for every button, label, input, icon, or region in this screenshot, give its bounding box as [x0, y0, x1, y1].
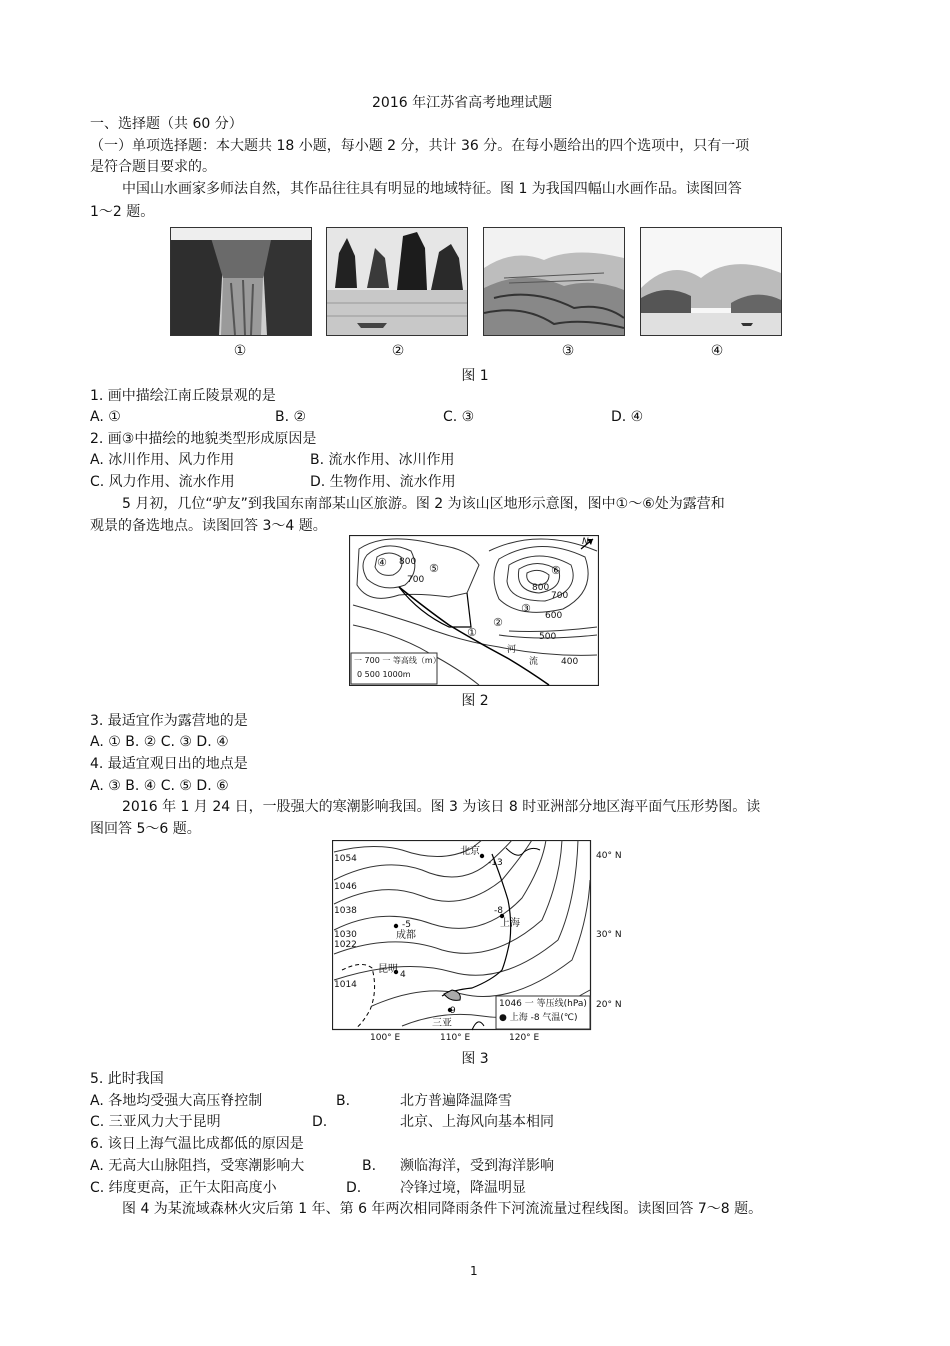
lon-110: 110° E [440, 1033, 471, 1043]
intro2-line2: 观景的备选地点。读图回答 3～4 题。 [90, 518, 327, 534]
painting-4 [640, 227, 782, 336]
q5-option-d-label[interactable]: D. [312, 1114, 328, 1130]
isobar-1038: 1038 [334, 906, 357, 916]
isobar-1046: 1046 [334, 882, 357, 892]
intro3-line1: 2016 年 1 月 24 日，一股强大的寒潮影响我国。图 3 为该日 8 时亚洲部分地区海平面气压形势图。读 [122, 799, 761, 815]
q6-option-d[interactable]: 冷锋过境，降温明显 [400, 1180, 526, 1196]
point-1: ① [467, 626, 477, 639]
city-chengdu: 成都 [396, 930, 416, 941]
isobar-1030: 1030 [334, 930, 357, 940]
temp-shanghai: -8 [494, 906, 503, 916]
intro4: 图 4 为某流域森林火灾后第 1 年、第 6 年两次相同降雨条件下河流流量过程线图。读图回答 7～8 题。 [122, 1201, 763, 1217]
river-label-1: 河 [507, 645, 517, 655]
contour-label-500: 500 [539, 632, 557, 642]
intro1-line2: 1～2 题。 [90, 204, 155, 220]
temp-kunming: 4 [400, 970, 406, 980]
question-2-stem: 2. 画③中描绘的地貌类型形成原因是 [90, 431, 317, 447]
q4-options[interactable]: A. ③ B. ④ C. ⑤ D. ⑥ [90, 778, 229, 794]
q2-option-b[interactable]: B. 流水作用、冰川作用 [310, 452, 455, 468]
q3-options[interactable]: A. ① B. ② C. ③ D. ④ [90, 734, 229, 750]
page-title: 2016 年江苏省高考地理试题 [372, 95, 553, 111]
q6-option-d-label[interactable]: D. [346, 1180, 362, 1196]
contour-label-600: 600 [545, 611, 563, 621]
temp-beijing: -13 [488, 858, 503, 868]
isobar-1022: 1022 [334, 940, 357, 950]
city-kunming: 昆明 [378, 964, 398, 975]
q5-option-b-label[interactable]: B. [336, 1093, 351, 1109]
contour-label-700-left: 700 [407, 575, 425, 585]
lat-20: 20° N [596, 1000, 622, 1010]
intro3-line2: 图回答 5～6 题。 [90, 821, 201, 837]
legend-scale: 0 500 1000m [357, 670, 411, 679]
figure-3-map [332, 840, 622, 1045]
legend-isobar: 1046 一 等压线(hPa) [499, 999, 587, 1009]
q2-option-c[interactable]: C. 风力作用、流水作用 [90, 474, 235, 490]
contour-label-800-right: 800 [532, 583, 550, 593]
q6-option-b[interactable]: 濒临海洋，受到海洋影响 [400, 1158, 554, 1174]
figure-3-caption: 图 3 [461, 1051, 489, 1067]
figure-2-caption: 图 2 [461, 693, 489, 709]
part1-line1: （一）单项选择题：本大题共 18 小题，每小题 2 分，共计 36 分。在每小题给出的四个选项中，只有一项 [90, 138, 750, 154]
q6-option-b-label[interactable]: B. [362, 1158, 377, 1174]
question-6-stem: 6. 该日上海气温比成都低的原因是 [90, 1136, 304, 1152]
part1-line2: 是符合题目要求的。 [90, 159, 216, 175]
q6-option-c[interactable]: C. 纬度更高，正午太阳高度小 [90, 1180, 277, 1196]
question-4-stem: 4. 最适宜观日出的地点是 [90, 756, 248, 772]
point-4: ④ [377, 556, 387, 569]
q6-option-a[interactable]: A. 无高大山脉阻挡，受寒潮影响大 [90, 1158, 305, 1174]
legend-temp: ● 上海 -8 气温(℃) [499, 1013, 578, 1023]
north-arrow-icon: N [582, 537, 589, 547]
q5-option-b[interactable]: 北方普遍降温降雪 [400, 1093, 512, 1109]
painting-2-label: ② [391, 343, 405, 359]
temp-chengdu: -5 [402, 920, 411, 930]
city-beijing: 北京 [460, 846, 480, 857]
q1-option-d[interactable]: D. ④ [611, 409, 644, 425]
lon-100: 100° E [370, 1033, 401, 1043]
figure-2-map [349, 535, 599, 686]
painting-3-label: ③ [561, 343, 575, 359]
point-2: ② [493, 616, 503, 629]
question-3-stem: 3. 最适宜作为露营地的是 [90, 713, 248, 729]
figure-1-caption: 图 1 [461, 368, 489, 384]
city-sanya: 三亚 [432, 1018, 452, 1029]
contour-label-700-right: 700 [551, 591, 569, 601]
contour-label-400: 400 [561, 657, 579, 667]
painting-3 [483, 227, 625, 336]
section-heading: 一、选择题（共 60 分） [90, 116, 243, 132]
lat-40: 40° N [596, 851, 622, 861]
intro2-line1: 5 月初，几位“驴友”到我国东南部某山区旅游。图 2 为该山区地形示意图，图中①～⑥处为露营和 [122, 496, 725, 512]
legend-contour: 一 700 一 等高线（m） [354, 656, 441, 665]
point-5: ⑤ [429, 562, 439, 575]
contour-label-800-left: 800 [399, 557, 417, 567]
q2-option-d[interactable]: D. 生物作用、流水作用 [310, 474, 456, 490]
q5-option-a[interactable]: A. 各地均受强大高压脊控制 [90, 1093, 263, 1109]
river-label-2: 流 [529, 657, 539, 667]
intro1-line1: 中国山水画家多师法自然，其作品往往具有明显的地域特征。图 1 为我国四幅山水画作品。读图回答 [122, 181, 742, 197]
q5-option-c[interactable]: C. 三亚风力大于昆明 [90, 1114, 221, 1130]
page-number: 1 [470, 1264, 478, 1278]
lat-30: 30° N [596, 930, 622, 940]
point-6: ⑥ [551, 564, 561, 577]
point-3: ③ [521, 602, 531, 615]
q5-option-d[interactable]: 北京、上海风向基本相同 [400, 1114, 554, 1130]
painting-1 [170, 227, 312, 336]
isobar-1014: 1014 [334, 980, 357, 990]
q1-option-c[interactable]: C. ③ [443, 409, 475, 425]
city-shanghai: 上海 [500, 918, 520, 929]
q1-option-a[interactable]: A. ① [90, 409, 121, 425]
q1-option-b[interactable]: B. ② [275, 409, 307, 425]
isobar-1054: 1054 [334, 854, 357, 864]
temp-sanya: 9 [450, 1006, 456, 1016]
question-1-stem: 1. 画中描绘江南丘陵景观的是 [90, 388, 276, 404]
q2-option-a[interactable]: A. 冰川作用、风力作用 [90, 452, 235, 468]
painting-1-label: ① [233, 343, 247, 359]
lon-120: 120° E [509, 1033, 540, 1043]
painting-2 [326, 227, 468, 336]
painting-4-label: ④ [710, 343, 724, 359]
question-5-stem: 5. 此时我国 [90, 1071, 164, 1087]
